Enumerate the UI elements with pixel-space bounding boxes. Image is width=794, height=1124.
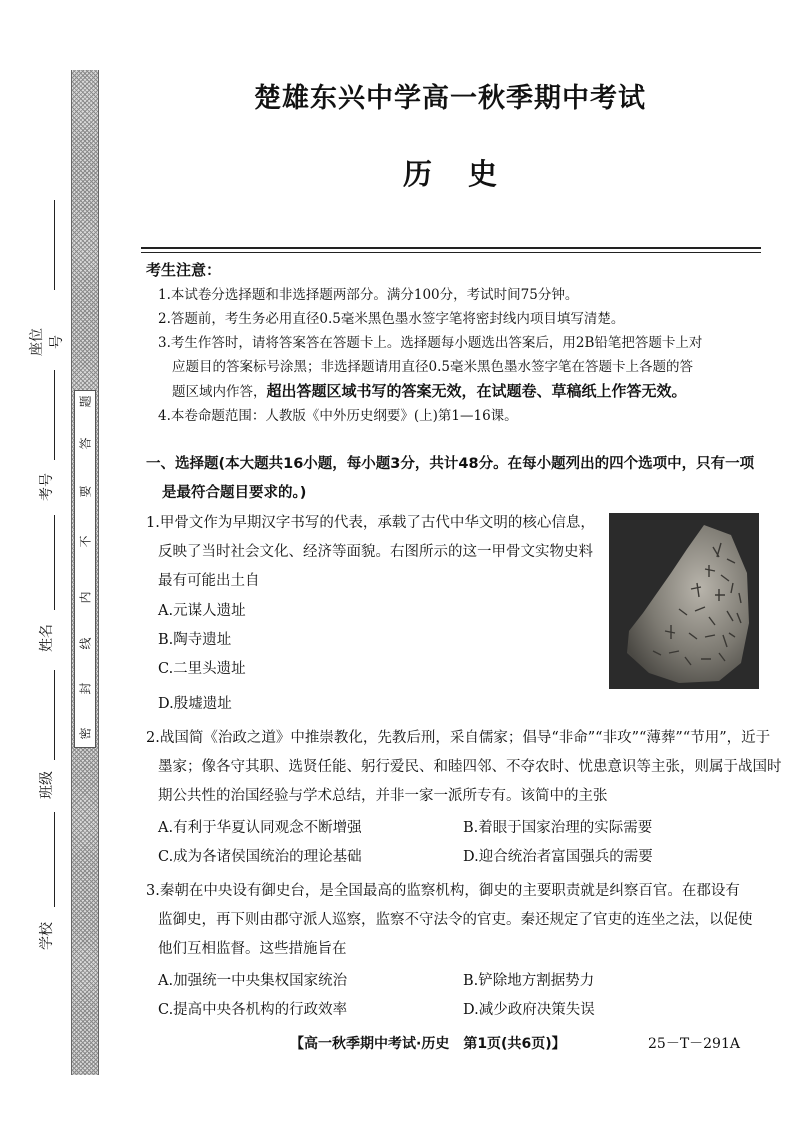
question-3-option-c[interactable]: C.提高中央各机构的行政效率 [158,1002,348,1018]
header-rule-thin [141,252,761,253]
seal-char: 要 [78,485,93,498]
seal-char: 密 [78,727,93,740]
binding-margin [0,0,130,1124]
seal-char: 封 [78,682,93,695]
question-1-line: 1.甲骨文作为早期汉字书写的代表，承载了古代中华文明的核心信息， [146,515,595,531]
question-1-option-a[interactable]: A.元谋人遗址 [158,603,246,619]
notice-item: 2.答题前，考生务必用直径0.5毫米黑色墨水签字笔将密封线内项目填写清楚。 [158,311,625,327]
name-line [54,515,55,610]
question-3-line: 他们互相监督。这些措施旨在 [158,941,347,957]
notice-emphasis: 超出答题区域书写的答案无效，在试题卷、草稿纸上作答无效。 [266,382,687,400]
notice-item: 4.本卷命题范围：人教版《中外历史纲要》(上)第1—16课。 [158,408,518,424]
question-2-option-b[interactable]: B.着眼于国家治理的实际需要 [463,820,653,836]
header-rule-thick [141,247,761,249]
question-3-option-d[interactable]: D.减少政府决策失误 [463,1002,595,1018]
school-line [54,812,55,907]
question-1-option-d[interactable]: D.殷墟遗址 [158,696,232,712]
notice-item: 3.考生作答时，请将答案答在答题卡上。选择题每小题选出答案后，用2B铅笔把答题卡上对 [158,335,703,351]
exam-number-label: 考号 [39,473,55,501]
school-label: 学校 [39,922,55,950]
notice-item: 应题目的答案标号涂黑；非选择题请用直径0.5毫米黑色墨水签字笔在答题卡上各题的答 [172,359,693,375]
seat-number-label: 座位号 [29,328,65,356]
seal-char: 题 [78,395,93,408]
question-1-option-b[interactable]: B.陶寺遗址 [158,632,232,648]
oracle-bone-icon [609,513,759,689]
question-2-line: 墨家；像各守其职、选贤任能、躬行爱民、和睦四邻、不夺农时、忧患意识等主张，则属于战国时 [158,759,782,775]
class-line [54,670,55,760]
name-label: 姓名 [39,624,55,652]
notice-title: 考生注意： [146,261,222,279]
page-footer: 【高一秋季期中考试·历史 第1页(共6页)】 [290,1036,566,1052]
question-2-option-d[interactable]: D.迎合统治者富国强兵的需要 [463,849,653,865]
question-3-line: 3.秦朝在中央设有御史台，是全国最高的监察机构，御史的主要职责就是纠察百官。在郡设有 [146,883,740,899]
subject-title: 历史 [402,157,533,191]
seat-number-line [54,200,55,290]
question-2-line: 期公共性的治国经验与学术总结，并非一家一派所专有。该简中的主张 [158,788,608,804]
paper-code: 25－T－291A [648,1036,740,1052]
section-heading: 一、选择题(本大题共16小题，每小题3分，共计48分。在每小题列出的四个选项中，只有一项 [146,456,755,472]
question-3-line: 监御史，再下则由郡守派人巡察，监察不守法令的官吏。秦还规定了官吏的连坐之法，以促使 [158,912,753,928]
seal-line-box [74,390,96,748]
notice-item-with-emphasis [172,379,772,404]
question-1-line: 反映了当时社会文化、经济等面貌。右图所示的这一甲骨文实物史料 [158,544,593,560]
question-2-option-c[interactable]: C.成为各诸侯国统治的理论基础 [158,849,362,865]
notice-item: 题区域内作答， [172,384,267,400]
question-2-line: 2.战国简《治政之道》中推崇教化，先教后刑，采自儒家；倡导“非命”“非攻”“薄葬”“节用”，近于 [146,730,771,746]
question-3-option-a[interactable]: A.加强统一中央集权国家统治 [158,973,348,989]
class-label: 班级 [39,771,55,799]
question-1-line: 最有可能出土自 [158,573,260,589]
question-2-option-a[interactable]: A.有利于华夏认同观念不断增强 [158,820,362,836]
seal-char: 内 [78,591,93,604]
section-heading-cont: 是最符合题目要求的。) [162,485,307,501]
question-1-option-c[interactable]: C.二里头遗址 [158,661,246,677]
seal-char: 线 [78,637,93,650]
exam-number-line [54,370,55,460]
question-3-option-b[interactable]: B.铲除地方割据势力 [463,973,595,989]
oracle-bone-image [609,513,759,689]
seal-char: 答 [78,437,93,450]
seal-char: 不 [78,535,93,548]
notice-item: 1.本试卷分选择题和非选择题两部分。满分100分，考试时间75分钟。 [158,287,579,303]
exam-title: 楚雄东兴中学高一秋季期中考试 [254,83,646,114]
